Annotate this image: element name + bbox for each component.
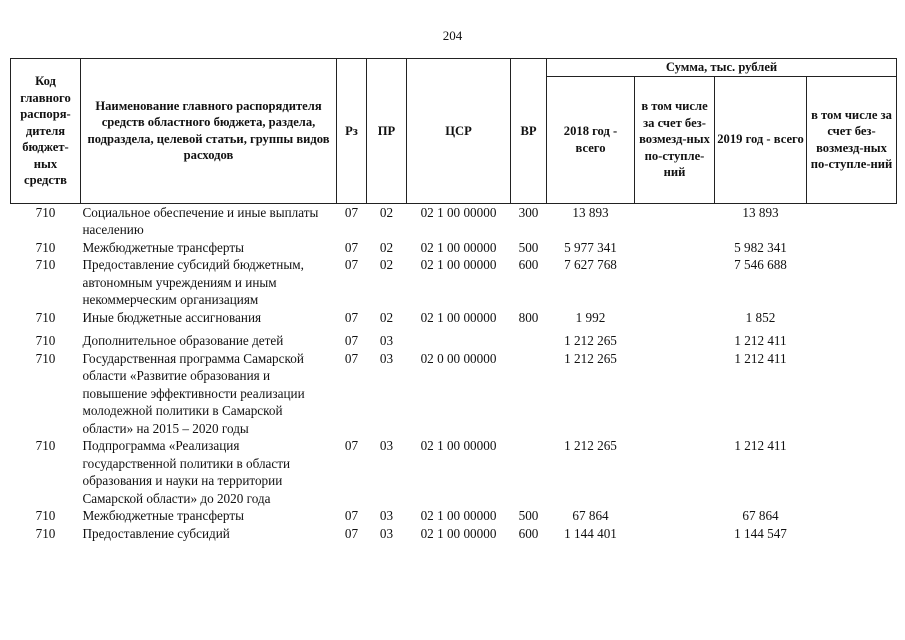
table-header bbox=[11, 59, 897, 204]
cell-2019-total: 1 852 bbox=[745, 309, 776, 325]
cell-2018-total: 1 212 265 bbox=[564, 350, 617, 366]
cell-rz: 07 bbox=[344, 333, 359, 348]
cell-vr: 600 bbox=[518, 257, 539, 272]
cell-csr: 02 1 00 00000 bbox=[420, 309, 497, 325]
cell-name: Государственная программа Самарской области «Развитие образования и повышение эффективности реализации молодежной политики в Самарской области» на 2015 – 2020 годы bbox=[82, 350, 305, 436]
cell-vr bbox=[511, 326, 547, 350]
cell-name: Дополнительное образование детей bbox=[82, 333, 284, 348]
cell-code: 710 bbox=[35, 309, 56, 325]
cell-2019-total: 1 212 411 bbox=[734, 438, 787, 453]
header-name: Наименование главного распорядителя средств областного бюджета, раздела, подраздела, целевой статьи, группы видов расходов bbox=[81, 59, 337, 204]
cell-rz: 07 bbox=[344, 257, 359, 272]
cell-2018-gratuitous bbox=[635, 437, 715, 507]
table-row bbox=[11, 525, 897, 543]
header-code: Код главного распоря-дителя бюджет-ных средств bbox=[11, 59, 81, 204]
header-rz: Рз bbox=[337, 59, 367, 204]
cell-2018-gratuitous bbox=[635, 256, 715, 309]
cell-rz: 07 bbox=[344, 309, 359, 325]
table-row bbox=[11, 309, 897, 327]
cell-2019-total: 5 982 341 bbox=[734, 239, 787, 255]
cell-2018-total: 1 212 265 bbox=[564, 438, 617, 453]
cell-2018-total: 13 893 bbox=[572, 204, 609, 220]
table-row bbox=[11, 507, 897, 525]
cell-2019-gratuitous bbox=[807, 437, 897, 507]
cell-2018-total: 7 627 768 bbox=[564, 257, 617, 272]
cell-csr: 02 1 00 00000 bbox=[420, 525, 497, 541]
table-row bbox=[11, 239, 897, 257]
budget-table bbox=[10, 58, 897, 542]
cell-2019-total: 13 893 bbox=[742, 204, 779, 220]
cell-csr bbox=[407, 326, 511, 350]
cell-csr: 02 0 00 00000 bbox=[420, 350, 497, 366]
cell-rz: 07 bbox=[344, 350, 359, 366]
cell-pr: 03 bbox=[379, 350, 394, 366]
cell-2019-gratuitous bbox=[807, 525, 897, 543]
table-row bbox=[11, 350, 897, 438]
table-row bbox=[11, 437, 897, 507]
cell-2019-total: 1 144 547 bbox=[734, 525, 787, 541]
cell-csr: 02 1 00 00000 bbox=[420, 438, 497, 453]
cell-code: 710 bbox=[35, 239, 56, 255]
table-row bbox=[11, 203, 897, 239]
cell-name: Иные бюджетные ассигнования bbox=[82, 309, 262, 325]
cell-2018-gratuitous bbox=[635, 350, 715, 438]
header-vr: ВР bbox=[511, 59, 547, 204]
cell-pr: 02 bbox=[379, 239, 394, 255]
cell-pr: 03 bbox=[379, 333, 394, 348]
cell-vr bbox=[511, 350, 547, 438]
header-2019-gratuitous: в том числе за счет без-возмезд-ных по-ступле-ний bbox=[807, 76, 897, 203]
cell-2019-total: 1 212 411 bbox=[734, 333, 787, 348]
table-row bbox=[11, 256, 897, 309]
cell-pr: 03 bbox=[379, 508, 394, 523]
cell-2018-gratuitous bbox=[635, 326, 715, 350]
page-number: 204 bbox=[442, 28, 463, 43]
cell-code: 710 bbox=[35, 350, 56, 366]
header-csr: ЦСР bbox=[407, 59, 511, 204]
cell-2018-gratuitous bbox=[635, 507, 715, 525]
cell-pr: 03 bbox=[379, 525, 394, 541]
cell-pr: 02 bbox=[379, 257, 394, 272]
cell-2018-gratuitous bbox=[635, 525, 715, 543]
header-sum: Сумма, тыс. рублей bbox=[547, 59, 897, 77]
cell-csr: 02 1 00 00000 bbox=[420, 508, 497, 523]
cell-2019-total: 67 864 bbox=[742, 508, 779, 523]
cell-code: 710 bbox=[35, 204, 56, 220]
header-pr: ПР bbox=[367, 59, 407, 204]
cell-name: Предоставление субсидий бюджетным, автономным учреждениям и иным некоммерческим организациям bbox=[82, 257, 304, 307]
cell-2019-gratuitous bbox=[807, 507, 897, 525]
cell-2018-gratuitous bbox=[635, 239, 715, 257]
table-row bbox=[11, 326, 897, 350]
cell-2019-gratuitous bbox=[807, 309, 897, 327]
cell-2018-total: 5 977 341 bbox=[564, 239, 617, 255]
cell-vr: 500 bbox=[518, 508, 539, 523]
cell-name: Подпрограмма «Реализация государственной политики в области образования и науки на территории Самарской области» до 2020 года bbox=[82, 438, 291, 506]
cell-2018-total: 67 864 bbox=[572, 508, 609, 523]
cell-name: Межбюджетные трансферты bbox=[82, 239, 244, 255]
cell-csr: 02 1 00 00000 bbox=[420, 204, 497, 220]
cell-2018-gratuitous bbox=[635, 309, 715, 327]
cell-vr: 300 bbox=[518, 204, 539, 220]
cell-2019-gratuitous bbox=[807, 256, 897, 309]
cell-rz: 07 bbox=[344, 204, 359, 220]
cell-2018-total: 1 212 265 bbox=[564, 333, 617, 348]
cell-code: 710 bbox=[35, 257, 56, 272]
cell-vr bbox=[511, 437, 547, 507]
cell-2018-total: 1 992 bbox=[575, 309, 606, 325]
cell-2019-total: 1 212 411 bbox=[734, 350, 787, 366]
cell-code: 710 bbox=[35, 333, 56, 348]
cell-csr: 02 1 00 00000 bbox=[420, 257, 497, 272]
cell-2019-gratuitous bbox=[807, 203, 897, 239]
cell-vr: 500 bbox=[518, 239, 539, 255]
cell-rz: 07 bbox=[344, 508, 359, 523]
cell-pr: 03 bbox=[379, 438, 394, 453]
cell-2018-gratuitous bbox=[635, 203, 715, 239]
cell-csr: 02 1 00 00000 bbox=[420, 239, 497, 255]
cell-name: Социальное обеспечение и иные выплаты населению bbox=[82, 204, 319, 237]
cell-rz: 07 bbox=[344, 438, 359, 453]
table-body bbox=[11, 203, 897, 542]
header-2019-total: 2019 год - всего bbox=[715, 76, 807, 203]
cell-name: Предоставление субсидий bbox=[82, 525, 230, 541]
cell-2019-gratuitous bbox=[807, 350, 897, 438]
cell-2019-gratuitous bbox=[807, 326, 897, 350]
cell-2019-total: 7 546 688 bbox=[734, 257, 787, 272]
cell-code: 710 bbox=[35, 438, 56, 453]
cell-rz: 07 bbox=[344, 239, 359, 255]
cell-name: Межбюджетные трансферты bbox=[82, 508, 244, 523]
header-2018-total: 2018 год - всего bbox=[547, 76, 635, 203]
cell-pr: 02 bbox=[379, 204, 394, 220]
cell-pr: 02 bbox=[379, 309, 394, 325]
cell-vr: 600 bbox=[518, 525, 539, 541]
cell-code: 710 bbox=[35, 508, 56, 523]
cell-2018-total: 1 144 401 bbox=[564, 525, 617, 541]
cell-rz: 07 bbox=[344, 525, 359, 541]
cell-2019-gratuitous bbox=[807, 239, 897, 257]
cell-code: 710 bbox=[35, 525, 56, 541]
cell-vr: 800 bbox=[518, 309, 539, 325]
header-2018-gratuitous: в том числе за счет без-возмезд-ных по-ступле-ний bbox=[635, 76, 715, 203]
